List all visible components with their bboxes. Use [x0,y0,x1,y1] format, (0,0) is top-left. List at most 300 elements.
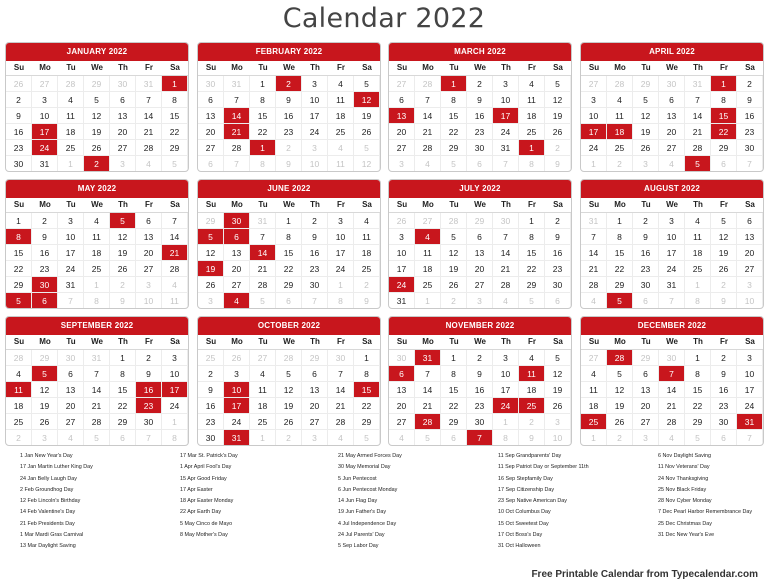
day-cell: 6 [659,92,685,108]
day-cell: 1 [581,430,607,446]
day-cell: 9 [633,229,659,245]
day-cell: 6 [198,92,224,108]
day-cell: 4 [58,430,84,446]
weekday-label: Sa [170,337,180,346]
day-cell: 7 [581,229,607,245]
day-cell: 1 [581,156,607,172]
day-cell: 9 [6,108,32,124]
weekday-header [198,335,380,350]
day-cell: 29 [607,277,633,293]
day-cell: 30 [198,430,224,446]
day-cell: 5 [519,293,545,309]
day-cell: 16 [302,245,328,261]
holiday-day-cell: 25 [581,414,607,430]
day-cell: 1 [685,277,711,293]
day-cell: 2 [32,213,58,229]
day-cell: 26 [276,414,302,430]
day-cell: 25 [328,124,354,140]
day-cell: 11 [519,92,545,108]
day-cell: 16 [198,398,224,414]
day-cell: 6 [633,293,659,309]
day-cell: 29 [302,350,328,366]
holiday-day-cell: 31 [737,414,763,430]
day-cell: 12 [354,156,380,172]
day-cell: 6 [711,430,737,446]
day-grid [6,350,188,446]
day-cell: 27 [136,261,162,277]
day-cell: 31 [581,213,607,229]
weekday-header [6,335,188,350]
weekday-header [581,61,763,76]
weekday-label: Fr [720,63,728,72]
day-cell: 25 [519,124,545,140]
day-cell: 16 [467,108,493,124]
day-grid [198,76,380,172]
day-cell: 29 [276,277,302,293]
holiday-column [338,451,402,553]
day-cell: 25 [58,140,84,156]
day-cell: 1 [250,76,276,92]
day-cell: 30 [737,140,763,156]
weekday-label: Mo [422,337,434,346]
day-cell: 21 [493,261,519,277]
weekday-label: Sa [745,63,755,72]
weekday-label: Mo [422,63,434,72]
day-cell: 18 [354,245,380,261]
day-cell: 19 [607,398,633,414]
day-cell: 10 [737,293,763,309]
day-grid [198,350,380,446]
day-cell: 31 [250,213,276,229]
day-cell: 29 [354,414,380,430]
day-grid [389,76,571,172]
day-cell: 3 [198,293,224,309]
day-cell: 3 [302,140,328,156]
weekday-header [581,198,763,213]
day-cell: 3 [633,156,659,172]
holiday-day-cell: 4 [415,229,441,245]
day-cell: 7 [302,293,328,309]
month-title: NOVEMBER 2022 [389,317,571,335]
day-cell: 4 [250,366,276,382]
day-cell: 10 [545,430,571,446]
weekday-label: Tu [66,63,76,72]
day-cell: 7 [328,366,354,382]
weekday-label: Th [693,63,703,72]
day-grid [6,213,188,309]
weekday-header [6,198,188,213]
day-cell: 11 [354,229,380,245]
month-card [580,179,764,309]
day-cell: 14 [493,245,519,261]
day-cell: 25 [607,140,633,156]
day-cell: 2 [711,277,737,293]
day-cell: 24 [659,261,685,277]
day-cell: 23 [467,398,493,414]
weekday-label: Fr [145,63,153,72]
weekday-label: Tu [449,200,459,209]
day-cell: 20 [389,398,415,414]
holiday-item: 24 Jul Parents' Day [338,532,385,539]
holiday-day-cell: 1 [162,76,188,92]
day-cell: 31 [685,76,711,92]
holiday-day-cell: 1 [519,140,545,156]
day-cell: 27 [389,76,415,92]
day-cell: 6 [545,293,571,309]
day-cell: 13 [58,382,84,398]
holiday-item: 10 Oct Columbus Day [498,509,551,516]
holiday-day-cell: 16 [136,382,162,398]
day-cell: 3 [737,350,763,366]
day-cell: 26 [354,124,380,140]
holiday-day-cell: 11 [519,366,545,382]
holiday-day-cell: 31 [415,350,441,366]
day-cell: 8 [441,92,467,108]
day-cell: 23 [737,124,763,140]
day-cell: 8 [354,366,380,382]
day-cell: 18 [6,398,32,414]
day-cell: 5 [415,430,441,446]
day-cell: 5 [84,430,110,446]
day-cell: 30 [659,350,685,366]
day-cell: 24 [224,414,250,430]
day-cell: 6 [441,430,467,446]
day-cell: 22 [250,124,276,140]
weekday-label: Fr [145,337,153,346]
day-cell: 28 [162,261,188,277]
weekday-label: Mo [39,200,51,209]
day-cell: 6 [467,229,493,245]
holiday-day-cell: 8 [6,229,32,245]
day-cell: 11 [581,382,607,398]
holiday-item: 28 Nov Cyber Monday [658,498,712,505]
holiday-day-cell: 17 [162,382,188,398]
day-cell: 2 [302,213,328,229]
holiday-item: 7 Dec Pearl Harbor Remembrance Day [658,509,753,516]
day-cell: 12 [545,92,571,108]
months-grid [5,42,765,448]
weekday-label: Fr [528,200,536,209]
day-cell: 3 [224,366,250,382]
month-card [388,179,572,309]
day-cell: 29 [633,76,659,92]
day-cell: 10 [581,108,607,124]
day-grid [389,350,571,446]
day-cell: 4 [493,293,519,309]
day-cell: 20 [633,398,659,414]
day-cell: 11 [415,245,441,261]
day-cell: 8 [519,156,545,172]
holiday-day-cell: 21 [224,124,250,140]
day-cell: 11 [328,92,354,108]
day-cell: 20 [224,261,250,277]
day-cell: 10 [659,229,685,245]
weekday-label: Fr [720,200,728,209]
holiday-item: 23 Sep Native American Day [498,498,567,505]
holiday-item: 17 Oct Boss's Day [498,532,543,539]
holiday-day-cell: 14 [250,245,276,261]
day-cell: 20 [389,124,415,140]
weekday-label: Sa [745,200,755,209]
day-cell: 30 [136,414,162,430]
day-cell: 23 [711,398,737,414]
day-cell: 2 [737,76,763,92]
day-cell: 29 [198,213,224,229]
day-cell: 23 [276,124,302,140]
day-cell: 28 [659,414,685,430]
day-cell: 28 [6,350,32,366]
day-cell: 3 [581,92,607,108]
day-cell: 4 [58,92,84,108]
weekday-label: Su [205,200,217,209]
day-cell: 8 [685,366,711,382]
day-cell: 28 [136,140,162,156]
day-cell: 3 [493,350,519,366]
day-cell: 26 [32,414,58,430]
day-cell: 26 [6,76,32,92]
day-grid [6,76,188,172]
day-cell: 1 [685,350,711,366]
day-cell: 15 [276,245,302,261]
day-cell: 2 [354,277,380,293]
day-cell: 3 [302,76,328,92]
day-cell: 13 [136,229,162,245]
day-cell: 30 [302,277,328,293]
day-cell: 10 [493,92,519,108]
day-cell: 15 [250,108,276,124]
day-cell: 22 [6,261,32,277]
day-cell: 26 [441,277,467,293]
day-cell: 19 [711,245,737,261]
holiday-day-cell: 31 [224,430,250,446]
weekday-label: Su [588,337,600,346]
day-cell: 11 [58,108,84,124]
day-cell: 15 [162,108,188,124]
day-cell: 20 [302,398,328,414]
day-cell: 4 [136,156,162,172]
month-title: APRIL 2022 [581,43,763,61]
day-cell: 4 [519,350,545,366]
weekday-label: Sa [170,200,180,209]
day-cell: 9 [467,366,493,382]
holiday-item: 21 Feb Presidents Day [20,520,75,527]
day-cell: 22 [276,261,302,277]
day-cell: 14 [581,245,607,261]
day-cell: 31 [659,277,685,293]
day-cell: 8 [162,92,188,108]
day-cell: 6 [737,213,763,229]
holiday-day-cell: 5 [198,229,224,245]
weekday-label: Fr [720,337,728,346]
day-cell: 20 [58,398,84,414]
weekday-label: Tu [449,337,459,346]
holiday-day-cell: 22 [711,124,737,140]
day-cell: 7 [136,430,162,446]
day-cell: 20 [198,124,224,140]
weekday-label: Mo [39,337,51,346]
day-cell: 29 [467,213,493,229]
holiday-item: 2 Feb Groundhog Day [20,486,74,493]
day-cell: 30 [493,213,519,229]
holiday-day-cell: 13 [389,108,415,124]
day-cell: 9 [276,156,302,172]
day-cell: 4 [354,213,380,229]
day-cell: 30 [467,140,493,156]
day-cell: 21 [415,398,441,414]
day-cell: 8 [162,430,188,446]
day-cell: 7 [737,156,763,172]
day-cell: 29 [441,414,467,430]
day-cell: 9 [737,92,763,108]
day-cell: 27 [198,140,224,156]
holiday-day-cell: 17 [493,108,519,124]
holiday-item: 6 Nov Daylight Saving [658,453,712,459]
weekday-label: Th [118,337,128,346]
day-cell: 1 [493,414,519,430]
weekday-label: Tu [66,200,76,209]
holiday-item: 1 Jan New Year's Day [20,453,73,459]
day-cell: 30 [659,76,685,92]
holiday-item: 24 Nov Thanksgiving [658,475,709,482]
day-cell: 5 [441,229,467,245]
weekday-header [389,335,571,350]
month-card [5,42,189,172]
day-cell: 26 [389,213,415,229]
day-cell: 20 [467,261,493,277]
day-cell: 11 [328,156,354,172]
day-cell: 16 [276,108,302,124]
month-title: OCTOBER 2022 [198,317,380,335]
day-cell: 31 [493,140,519,156]
day-cell: 12 [545,366,571,382]
holiday-list [20,451,760,567]
day-cell: 22 [441,398,467,414]
holiday-item: 17 Mar St. Patrick's Day [180,453,238,459]
month-card [388,42,572,172]
day-cell: 2 [276,140,302,156]
day-cell: 3 [302,430,328,446]
month-card [5,316,189,446]
day-cell: 5 [354,430,380,446]
weekday-label: We [474,200,486,209]
weekday-label: Sa [553,63,563,72]
weekday-label: Su [13,200,25,209]
weekday-label: We [283,63,295,72]
day-cell: 8 [250,92,276,108]
month-title: JUNE 2022 [198,180,380,198]
day-cell: 7 [250,229,276,245]
holiday-item: 24 Jan Belly Laugh Day [20,475,77,482]
weekday-header [581,335,763,350]
holiday-day-cell: 30 [32,277,58,293]
holiday-item: 5 Sep Labor Day [338,543,379,550]
day-cell: 13 [110,108,136,124]
weekday-label: Th [118,63,128,72]
day-cell: 19 [441,261,467,277]
holiday-column [498,451,589,553]
day-cell: 7 [493,156,519,172]
day-cell: 16 [467,382,493,398]
holiday-item: 5 Jun Pentecost [338,475,377,482]
day-cell: 26 [110,261,136,277]
day-cell: 2 [545,213,571,229]
day-cell: 2 [6,430,32,446]
day-cell: 9 [198,382,224,398]
day-cell: 28 [84,414,110,430]
holiday-item: 12 Feb Lincoln's Birthday [20,498,81,505]
day-cell: 15 [110,382,136,398]
day-cell: 8 [685,293,711,309]
day-cell: 12 [32,382,58,398]
holiday-day-cell: 17 [32,124,58,140]
day-cell: 17 [493,382,519,398]
weekday-label: Mo [614,63,626,72]
day-cell: 12 [607,382,633,398]
day-cell: 14 [328,382,354,398]
day-cell: 6 [136,213,162,229]
day-cell: 27 [415,213,441,229]
holiday-day-cell: 5 [685,156,711,172]
holiday-item: 22 Apr Earth Day [180,509,222,516]
day-cell: 30 [58,350,84,366]
holiday-day-cell: 15 [354,382,380,398]
day-cell: 23 [198,414,224,430]
day-cell: 30 [467,414,493,430]
day-cell: 13 [737,229,763,245]
day-cell: 28 [441,213,467,229]
holiday-item: 11 Sep Grandparents' Day [498,453,562,459]
day-cell: 21 [136,124,162,140]
weekday-label: Fr [528,337,536,346]
day-cell: 16 [6,124,32,140]
holiday-day-cell: 5 [110,213,136,229]
day-cell: 21 [659,398,685,414]
footer-credit: Free Printable Calendar from Typecalendar.com [531,569,758,580]
day-cell: 11 [162,293,188,309]
day-cell: 7 [84,366,110,382]
day-cell: 5 [354,76,380,92]
day-cell: 2 [441,293,467,309]
day-cell: 3 [110,156,136,172]
weekday-label: Sa [745,337,755,346]
day-cell: 9 [32,229,58,245]
weekday-label: Sa [170,63,180,72]
day-cell: 8 [493,430,519,446]
day-cell: 7 [58,293,84,309]
month-title: MARCH 2022 [389,43,571,61]
day-cell: 13 [302,382,328,398]
day-cell: 9 [545,156,571,172]
day-cell: 25 [250,414,276,430]
day-cell: 4 [84,213,110,229]
day-cell: 6 [711,156,737,172]
weekday-label: Mo [614,200,626,209]
day-cell: 28 [224,140,250,156]
day-cell: 29 [162,140,188,156]
day-cell: 28 [493,277,519,293]
day-cell: 7 [415,366,441,382]
day-cell: 3 [32,430,58,446]
weekday-label: Th [310,337,320,346]
month-title: FEBRUARY 2022 [198,43,380,61]
day-cell: 3 [389,229,415,245]
day-cell: 26 [633,140,659,156]
day-cell: 10 [737,366,763,382]
day-cell: 30 [198,76,224,92]
day-cell: 17 [389,261,415,277]
weekday-label: Su [396,337,408,346]
day-cell: 4 [685,213,711,229]
